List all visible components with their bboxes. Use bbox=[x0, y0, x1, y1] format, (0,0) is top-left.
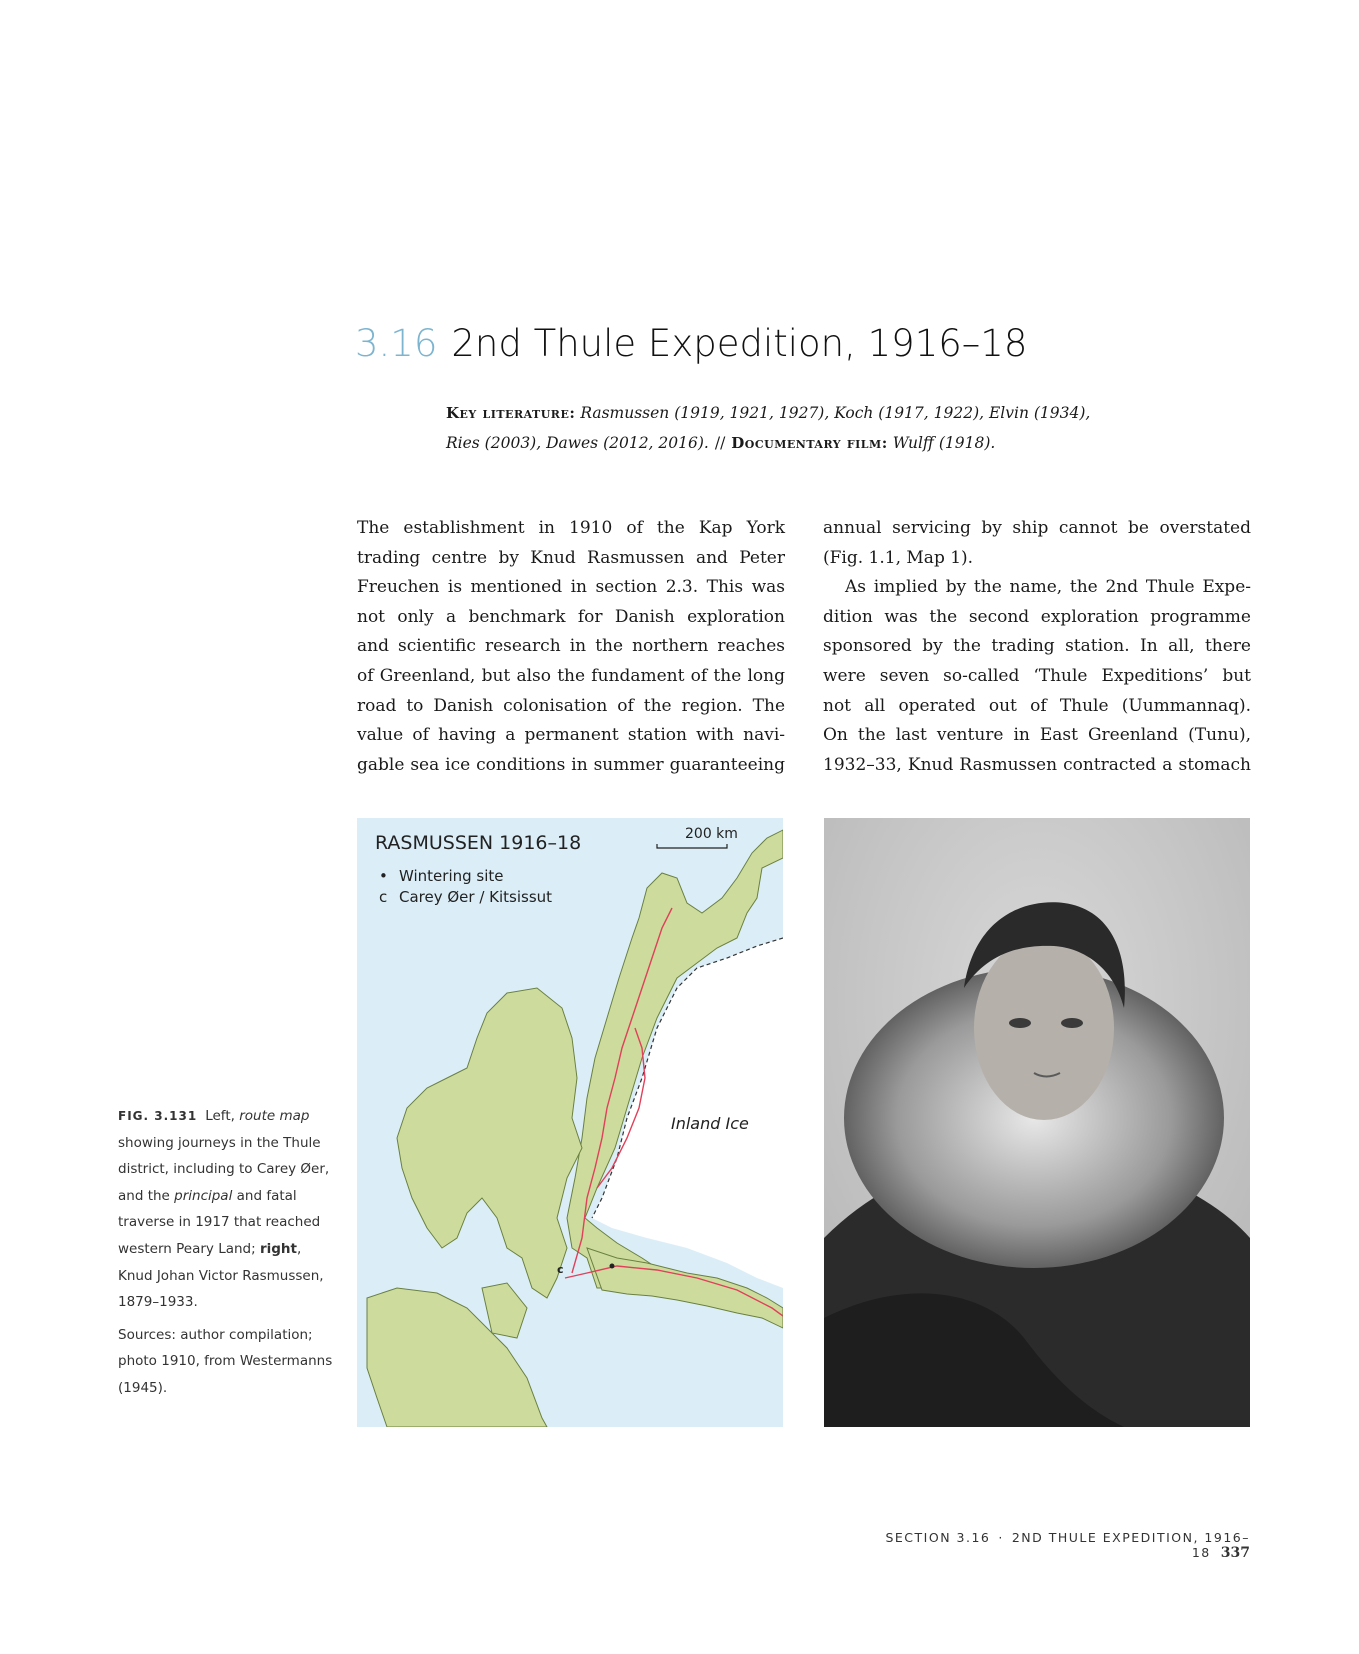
legend-item-carey: c Carey Øer / Kitsissut bbox=[379, 888, 553, 906]
body-line: trading centre by Knud Rasmussen and Peter bbox=[357, 547, 785, 568]
documentary-film-label: Documentary film: bbox=[731, 434, 888, 452]
body-paragraph bbox=[823, 573, 1251, 780]
caption-text: route map bbox=[239, 1108, 310, 1124]
caption-text: showing journeys in the Thule district, including to Carey Øer, and the bbox=[118, 1134, 330, 1204]
body-line: 1932–33, Knud Rasmussen contracted a stomach bbox=[823, 754, 1251, 775]
key-literature-refs-line1: Rasmussen (1919, 1921, 1927), Koch (1917, 1922), Elvin (1934), bbox=[580, 404, 1091, 422]
caption-text: principal bbox=[174, 1187, 233, 1204]
legend-item-wintering: • Wintering site bbox=[379, 867, 504, 885]
scale-label: 200 km bbox=[685, 826, 738, 842]
body-column-left bbox=[357, 514, 785, 780]
section-title: 2nd Thule Expedition, 1916–18 bbox=[451, 322, 1028, 365]
body-line: Freuchen is mentioned in section 2.3. This was bbox=[357, 577, 785, 598]
portrait-photo-icon bbox=[824, 818, 1250, 1427]
caption-sources: Sources: author compilation; photo 1910, from Westermanns (1945). bbox=[118, 1326, 333, 1396]
body-line: (Fig. 1.1, Map 1). bbox=[823, 547, 974, 568]
key-literature bbox=[446, 398, 1096, 458]
body-line: The establishment in 1910 of the Kap York bbox=[357, 518, 785, 538]
carey-symbol-icon: c bbox=[379, 888, 388, 906]
body-line: and scientific research in the northern reaches bbox=[357, 636, 785, 657]
figure-label: FIG. 3.131 bbox=[118, 1109, 198, 1123]
section-heading bbox=[355, 322, 1027, 366]
key-literature-refs-line2: Ries (2003), Dawes (2012, 2016). bbox=[446, 434, 709, 452]
section-number: 3.16 bbox=[355, 322, 438, 365]
body-line: As implied by the name, the 2nd Thule Expe- bbox=[845, 577, 1251, 598]
body-line: sponsored by the trading station. In all, there bbox=[823, 636, 1251, 657]
body-line: of Greenland, but also the fundament of the long bbox=[357, 665, 785, 686]
body-paragraph bbox=[823, 514, 1251, 573]
footer-section: SECTION 3.16 bbox=[885, 1530, 991, 1545]
body-line: were seven so-called ‘Thule Expeditions’ but bbox=[823, 665, 1251, 686]
body-line: On the last venture in East Greenland (Tunu), bbox=[823, 725, 1251, 746]
body-line: annual servicing by ship cannot be overstated bbox=[823, 518, 1251, 538]
body-line: not all operated out of Thule (Uummannaq). bbox=[823, 695, 1251, 716]
caption-text: Left, bbox=[205, 1108, 240, 1124]
carey-oer-marker: c bbox=[557, 1263, 564, 1276]
map-legend bbox=[379, 866, 552, 908]
ellesmere-island-land bbox=[397, 988, 582, 1298]
documentary-film-ref: Wulff (1918). bbox=[892, 434, 996, 452]
inland-ice-label: Inland Ice bbox=[671, 1114, 749, 1133]
figure-caption bbox=[118, 1103, 333, 1408]
wintering-site-marker bbox=[610, 1264, 615, 1269]
caption-paragraph bbox=[118, 1103, 333, 1316]
caption-text: and fatal traverse in 1917 that reached western Peary Land; bbox=[118, 1187, 321, 1257]
page-number: 337 bbox=[1220, 1545, 1250, 1561]
map-title: RASMUSSEN 1916–18 bbox=[375, 832, 582, 854]
footer-title: 2ND THULE EXPEDITION, 1916–18 bbox=[1011, 1530, 1250, 1560]
body-line: value of having a permanent station with navi- bbox=[357, 725, 785, 746]
route-map bbox=[357, 818, 783, 1427]
scale-bar bbox=[657, 844, 727, 848]
key-literature-label: Key literature: bbox=[446, 404, 576, 422]
caption-text: , Knud Johan Victor Rasmussen, 1879–1933. bbox=[118, 1240, 324, 1311]
wintering-dot-icon: • bbox=[379, 867, 388, 885]
body-line: road to Danish colonisation of the region. The bbox=[357, 695, 785, 716]
body-column-right bbox=[823, 514, 1251, 780]
key-literature-separator: // bbox=[714, 434, 726, 452]
running-footer: SECTION 3.16 · 2ND THULE EXPEDITION, 1916–18 337 bbox=[885, 1530, 1250, 1561]
body-line: dition was the second exploration programme bbox=[823, 606, 1251, 627]
caption-text: right bbox=[259, 1240, 297, 1257]
body-line: gable sea ice conditions in summer guaranteeing bbox=[357, 754, 785, 775]
body-line: not only a benchmark for Danish exploration bbox=[357, 606, 785, 627]
